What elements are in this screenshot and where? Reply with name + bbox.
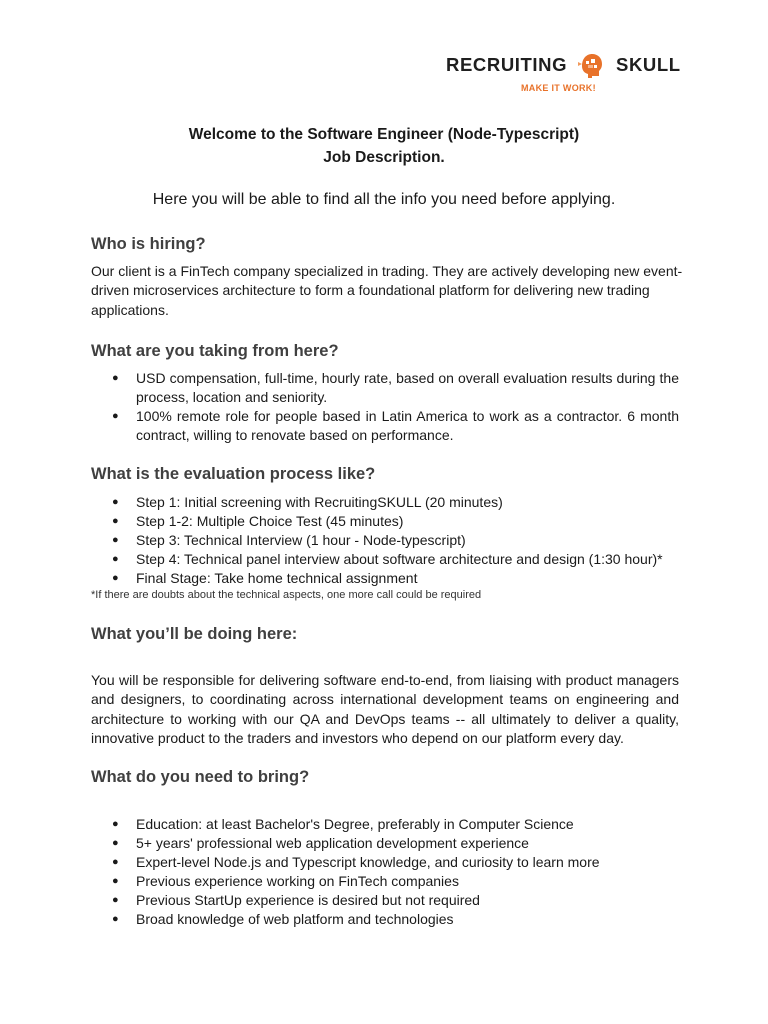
list-item — [91, 493, 679, 512]
list-item — [91, 834, 679, 853]
list-item-text: 5+ years' professional web application development experience — [136, 835, 529, 851]
heading-what-youll-be-doing: What you’ll be doing here: — [91, 625, 298, 643]
logo-tagline: MAKE IT WORK! — [521, 83, 596, 93]
list-item-text: Previous StartUp experience is desired but not required — [136, 892, 480, 908]
bullet-icon: ● — [112, 572, 119, 584]
list-item-text: USD compensation, full-time, hourly rate, based on overall evaluation results during the process, location and seniority. — [136, 370, 679, 405]
bring-list — [91, 815, 679, 929]
bullet-icon: ● — [112, 410, 119, 422]
list-item-text: Step 4: Technical panel interview about software architecture and design (1:30 hour)* — [136, 551, 663, 567]
list-item — [91, 569, 679, 588]
bullet-icon: ● — [112, 496, 119, 508]
logo-word-left: RECRUITING — [446, 54, 568, 75]
bullet-icon: ● — [112, 818, 119, 830]
list-item — [91, 853, 679, 872]
bullet-icon: ● — [112, 515, 119, 527]
evaluation-list — [91, 493, 679, 588]
list-item — [91, 512, 679, 531]
list-item — [91, 815, 679, 834]
heading-what-are-you-taking: What are you taking from here? — [91, 342, 339, 360]
list-item-text: Expert-level Node.js and Typescript knowledge, and curiosity to learn more — [136, 854, 600, 870]
list-item — [91, 369, 679, 406]
list-item-text: Step 3: Technical Interview (1 hour - Node-typescript) — [136, 532, 466, 548]
bullet-icon: ● — [112, 534, 119, 546]
recruiting-skull-logo — [446, 52, 681, 102]
list-item — [91, 872, 679, 891]
bullet-icon: ● — [112, 875, 119, 887]
title-line-1: Welcome to the Software Engineer (Node-Typescript) — [188, 126, 580, 143]
page-title — [0, 123, 768, 169]
list-item-text: Education: at least Bachelor's Degree, preferably in Computer Science — [136, 816, 574, 832]
taking-list — [91, 369, 679, 444]
list-item-text: Step 1: Initial screening with RecruitingSKULL (20 minutes) — [136, 494, 503, 510]
list-item-text: 100% remote role for people based in Latin America to work as a contractor. 6 month contract, willing to renovate based on performance. — [136, 408, 679, 443]
bullet-icon: ● — [112, 372, 119, 384]
bullet-icon: ● — [112, 856, 119, 868]
list-item — [91, 891, 679, 910]
bullet-icon: ● — [112, 894, 119, 906]
logo-word-right: SKULL — [616, 54, 681, 75]
title-line-2: Job Description. — [323, 149, 445, 166]
list-item-text: Final Stage: Take home technical assignment — [136, 570, 418, 586]
list-item-text: Previous experience working on FinTech companies — [136, 873, 459, 889]
evaluation-footnote: *If there are doubts about the technical aspects, one more call could be required — [91, 589, 482, 601]
bullet-icon: ● — [112, 553, 119, 565]
list-item — [91, 407, 679, 444]
heading-what-to-bring: What do you need to bring? — [91, 768, 310, 786]
skull-head-icon — [576, 52, 606, 80]
list-item — [91, 910, 679, 929]
list-item — [91, 531, 679, 550]
heading-evaluation-process: What is the evaluation process like? — [91, 465, 376, 483]
list-item-text: Step 1-2: Multiple Choice Test (45 minutes) — [136, 513, 404, 529]
doing-paragraph: You will be responsible for delivering software end-to-end, from liaising with product managers and designers, to coordinating across international development teams on engineering and architecture to working with our QA and DevOps teams -- all ultimately to deliver a quality, innovative product to the traders and investors who depend on our platform every day. — [91, 672, 679, 746]
list-item — [91, 550, 679, 569]
heading-who-is-hiring: Who is hiring? — [91, 235, 206, 253]
list-item-text: Broad knowledge of web platform and technologies — [136, 911, 454, 927]
intro-text: Here you will be able to find all the info you need before applying. — [152, 191, 616, 208]
bullet-icon: ● — [112, 837, 119, 849]
hiring-paragraph: Our client is a FinTech company specialized in trading. They are actively developing new event-driven microservices architecture to form a foundational platform for delivering new trading applications. — [91, 263, 683, 318]
bullet-icon: ● — [112, 913, 119, 925]
